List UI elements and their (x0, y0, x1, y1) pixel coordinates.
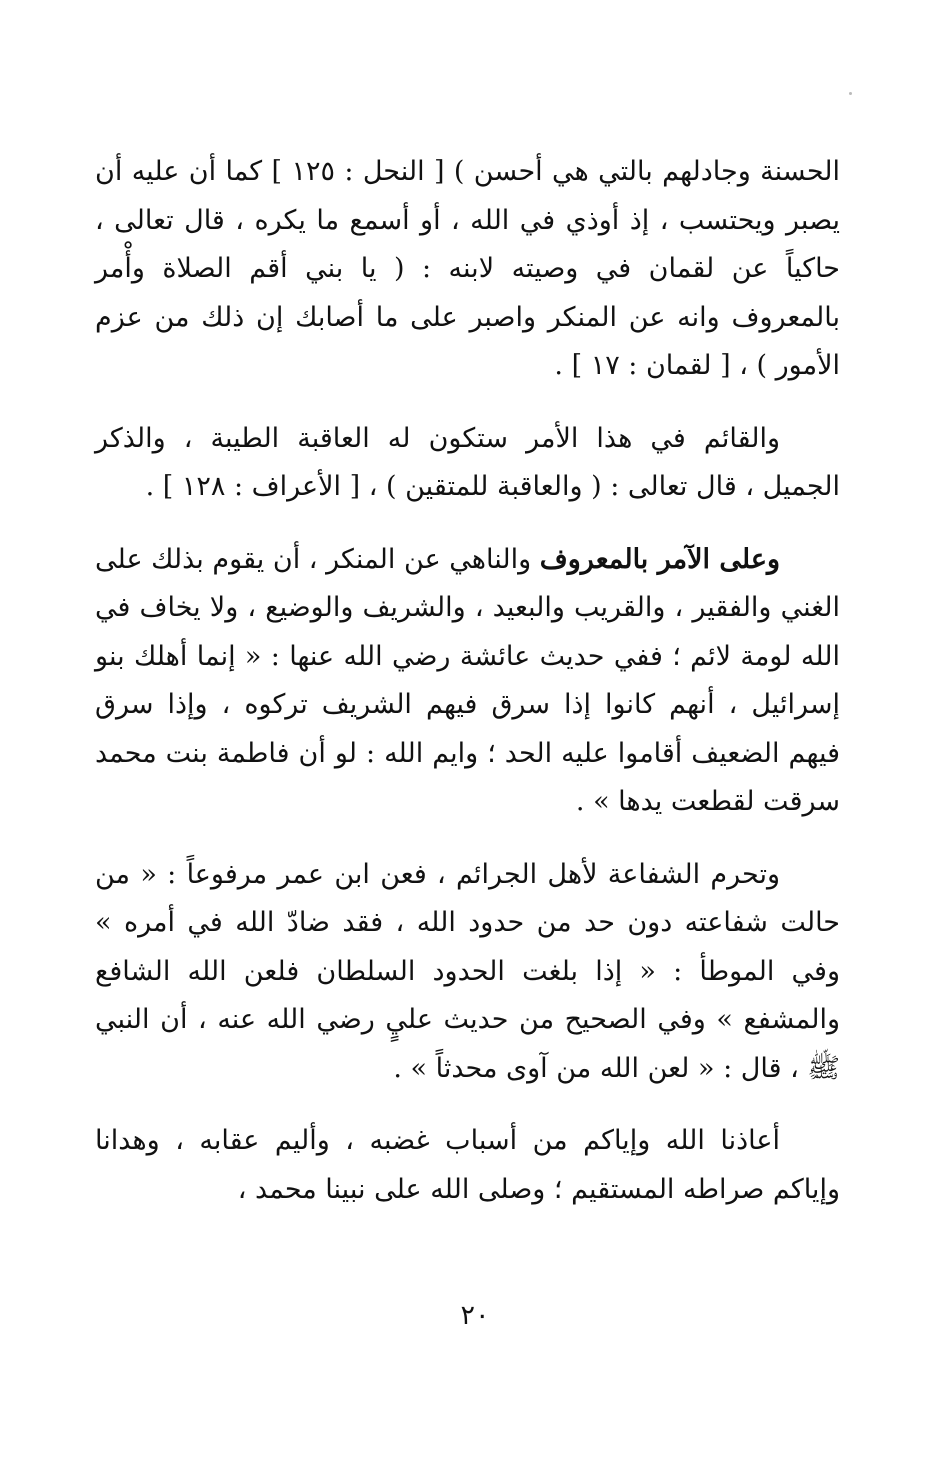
paragraph-3 (95, 536, 840, 827)
paragraph-1-text: الحسنة وجادلهم بالتي هي أحسن ) [ النحل : ١٢٥ ] كما أن عليه أن يصبر ويحتسب ، إذ أوذي في الله ، أو أسمع ما يكره ، قال تعالى ، حاكياً عن لقمان في وصيته لابنه : ( يا بني أقم الصلاة وأْمر بالمعروف وانه عن المنكر واصبر على ما أصابك إن ذلك من عزم الأمور ) ، [ لقمان : ١٧ ] . (95, 156, 841, 381)
page-number: ٢٠ (460, 1300, 490, 1331)
paragraph-2-text: والقائم في هذا الأمر ستكون له العاقبة الطيبة ، والذكر الجميل ، قال تعالى : ( والعاقبة للمتقين ) ، [ الأعراف : ١٢٨ ] . (95, 422, 840, 502)
paragraph-4 (95, 851, 840, 1094)
paragraph-4-text: وتحرم الشفاعة لأهل الجرائم ، فعن ابن عمر مرفوعاً : « من حالت شفاعته دون حد من حدود الله ، فقد ضادّ الله في أمره » وفي الموطأ : « إذا بلغت الحدود السلطان فلعن الله الشافع والمشفع » وفي الصحيح من حديث عليٍ رضي الله عنه ، أن النبي ﷺ ، قال : « لعن الله من آوى محدثاً » . (95, 858, 840, 1084)
paragraph-5 (95, 1117, 840, 1214)
paragraph-3-bold-lead: وعلى الآمر بالمعروف (539, 543, 781, 575)
paragraph-2 (95, 415, 840, 512)
paragraph-1 (95, 148, 840, 391)
scan-speck (849, 92, 852, 95)
paragraph-3-text: والناهي عن المنكر ، أن يقوم بذلك على الغني والفقير ، والقريب والبعيد ، والشريف والوضيع ، ولا يخاف في الله لومة لائم ؛ ففي حديث عائشة رضي الله عنها : « إنما أهلك بنو إسرائيل ، أنهم كانوا إذا سرق فيهم الشريف تركوه ، وإذا سرق فيهم الضعيف أقاموا عليه الحد ؛ وايم الله : لو أن فاطمة بنت محمد سرقت لقطعت يدها » . (95, 543, 840, 817)
paragraph-5-text: أعاذنا الله وإياكم من أسباب غضبه ، وأليم عقابه ، وهدانا وإياكم صراطه المستقيم ؛ وصلى الله على نبينا محمد ، (95, 1125, 840, 1205)
page-body (95, 148, 840, 1238)
